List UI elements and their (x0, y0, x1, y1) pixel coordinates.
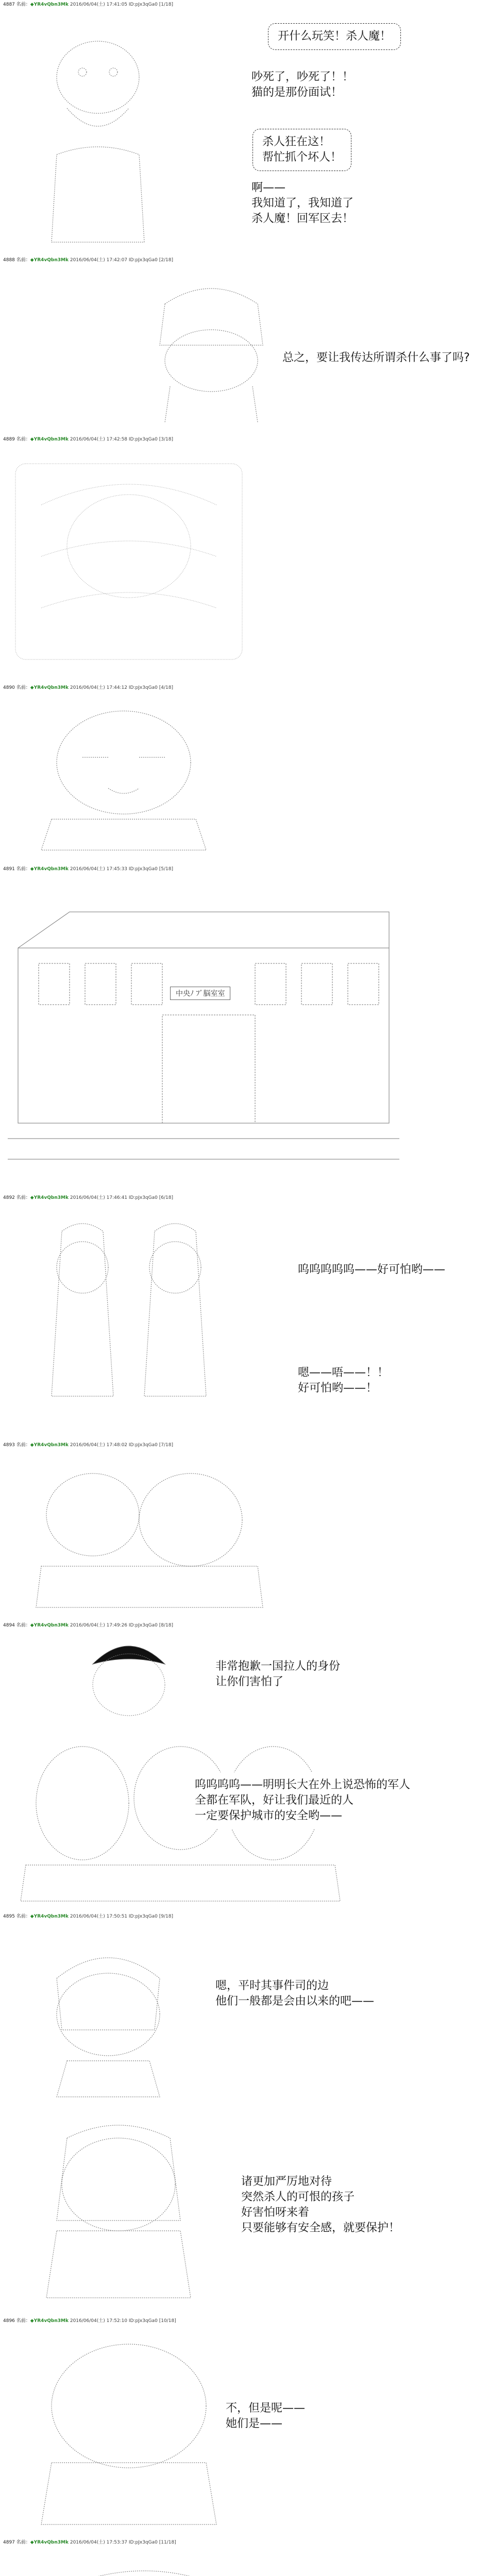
post-header: 4888 名前：◆YR4vQbn3Mk 2016/06/04(土) 17:42:07 ID:pJx3qGa0 [2/18] (3, 258, 173, 263)
post-number[interactable]: 4891 (3, 867, 15, 872)
poster-name: ◆YR4vQbn3Mk (30, 685, 69, 690)
poster-name: ◆YR4vQbn3Mk (30, 2540, 69, 2545)
post-header: 4897 名前：◆YR4vQbn3Mk 2016/06/04(土) 17:53:37 ID:pJx3qGa0 [11/18] (3, 2540, 176, 2545)
building-sign: 中央ﾉ ﾌﾞ脳室室 (170, 987, 230, 1000)
post-header: 4893 名前：◆YR4vQbn3Mk 2016/06/04(土) 17:48:02 ID:pJx3qGa0 [7/18] (3, 1443, 173, 1448)
character-sketch-3 (21, 701, 237, 855)
speech-bubble-6: 呜呜呜呜呜——好可怕哟—— (289, 1257, 455, 1283)
crowd-sketch-2 (21, 1458, 278, 1613)
poster-name: ◆YR4vQbn3Mk (30, 1623, 69, 1628)
speech-bubble-10: 嗯，平时其事件司的边 他们一般都是会由以来的吧—— (206, 1973, 383, 2014)
poster-name: ◆YR4vQbn3Mk (30, 2, 69, 7)
post-number[interactable]: 4892 (3, 1195, 15, 1200)
post-meta: 2016/06/04(土) 17:48:02 ID:pJx3qGa0 [7/18] (70, 1443, 173, 1448)
post-number[interactable]: 4897 (3, 2540, 15, 2545)
speech-bubble-2: 吵死了，吵死了！！ 猫的是那份面试！ (242, 64, 363, 106)
post-meta: 2016/06/04(土) 17:46:41 ID:pJx3qGa0 [6/18] (70, 1195, 173, 1200)
post-number[interactable]: 4887 (3, 2, 15, 7)
character-sketch-2 (144, 273, 278, 428)
post-header: 4891 名前：◆YR4vQbn3Mk 2016/06/04(土) 17:45:33 ID:pJx3qGa0 [5/18] (3, 867, 173, 872)
post-meta: 2016/06/04(土) 17:42:07 ID:pJx3qGa0 [2/18] (70, 258, 173, 263)
crowd-sketch-1 (10, 453, 247, 670)
poster-name: ◆YR4vQbn3Mk (30, 258, 69, 263)
character-sketch-6 (31, 1937, 186, 2102)
speech-bubble-12: 不，但是呢—— 她们是—— (216, 2396, 314, 2437)
building-scene (8, 881, 399, 1175)
character-sketch-1 (26, 21, 242, 247)
post-number[interactable]: 4894 (3, 1623, 15, 1628)
speech-bubble-8: 非常抱歉一国拉人的身份 让你们害怕了 (206, 1654, 349, 1695)
post-meta: 2016/06/04(土) 17:42:58 ID:pJx3qGa0 [3/18] (70, 437, 173, 442)
post-number[interactable]: 4890 (3, 685, 15, 690)
character-sketch-8 (21, 2334, 237, 2530)
character-sketch-7 (26, 2117, 211, 2303)
poster-name: ◆YR4vQbn3Mk (30, 2318, 69, 2324)
speech-bubble-1: 开什么玩笑！杀人魔！ (268, 23, 401, 50)
character-sketch-5 (82, 1633, 175, 1721)
poster-name: ◆YR4vQbn3Mk (30, 437, 69, 442)
post-header: 4887 名前：◆YR4vQbn3Mk 2016/06/04(土) 17:41:05 ID:pJx3qGa0 [1/18] (3, 2, 173, 7)
post-header: 4895 名前：◆YR4vQbn3Mk 2016/06/04(土) 17:50:51 ID:pJx3qGa0 [9/18] (3, 1914, 173, 1919)
character-sketch-4 (21, 1211, 258, 1427)
post-header: 4890 名前：◆YR4vQbn3Mk 2016/06/04(土) 17:44:12 ID:pJx3qGa0 [4/18] (3, 685, 173, 690)
post-number[interactable]: 4888 (3, 258, 15, 263)
post-meta: 2016/06/04(土) 17:52:10 ID:pJx3qGa0 [10/18] (70, 2318, 176, 2324)
post-meta: 2016/06/04(土) 17:50:51 ID:pJx3qGa0 [9/18] (70, 1914, 173, 1919)
post-number[interactable]: 4895 (3, 1914, 15, 1919)
post-number[interactable]: 4893 (3, 1443, 15, 1448)
character-sketch-9 (26, 2555, 263, 2576)
post-header: 4896 名前：◆YR4vQbn3Mk 2016/06/04(土) 17:52:10 ID:pJx3qGa0 [10/18] (3, 2318, 176, 2324)
speech-bubble-5: 总之，要让我传达所谓杀什么事了吗? (273, 345, 479, 371)
speech-bubble-7: 嗯——唔——！！ 好可怕哟——！ (289, 1360, 398, 1401)
post-meta: 2016/06/04(土) 17:41:05 ID:pJx3qGa0 [1/18] (70, 2, 173, 7)
post-meta: 2016/06/04(土) 17:44:12 ID:pJx3qGa0 [4/18] (70, 685, 173, 690)
post-number[interactable]: 4889 (3, 437, 15, 442)
post-header: 4889 名前：◆YR4vQbn3Mk 2016/06/04(土) 17:42:58 ID:pJx3qGa0 [3/18] (3, 437, 173, 442)
speech-bubble-9: 呜呜呜呜——明明长大在外上说恐怖的军人 全都在军队，好让我们最近的人 一定要保护城市的安全哟—— (186, 1772, 419, 1829)
speech-bubble-3: 杀人狂在这！ 帮忙抓个坏人！ (253, 129, 351, 171)
speech-bubble-4: 啊—— 我知道了，我知道了 杀人魔！回军区去！ (242, 175, 363, 232)
post-header: 4892 名前：◆YR4vQbn3Mk 2016/06/04(土) 17:46:41 ID:pJx3qGa0 [6/18] (3, 1195, 173, 1200)
post-number[interactable]: 4896 (3, 2318, 15, 2324)
poster-name: ◆YR4vQbn3Mk (30, 867, 69, 872)
poster-name: ◆YR4vQbn3Mk (30, 1914, 69, 1919)
post-meta: 2016/06/04(土) 17:53:37 ID:pJx3qGa0 [11/18] (70, 2540, 176, 2545)
poster-name: ◆YR4vQbn3Mk (30, 1443, 69, 1448)
speech-bubble-11: 诸更加严厉地对待 突然杀人的可恨的孩子 好害怕呀来着 只要能够有安全感，就要保护！ (232, 2169, 409, 2241)
post-meta: 2016/06/04(土) 17:45:33 ID:pJx3qGa0 [5/18] (70, 867, 173, 872)
poster-name: ◆YR4vQbn3Mk (30, 1195, 69, 1200)
post-meta: 2016/06/04(土) 17:49:26 ID:pJx3qGa0 [8/18] (70, 1623, 173, 1628)
post-header: 4894 名前：◆YR4vQbn3Mk 2016/06/04(土) 17:49:26 ID:pJx3qGa0 [8/18] (3, 1623, 173, 1628)
